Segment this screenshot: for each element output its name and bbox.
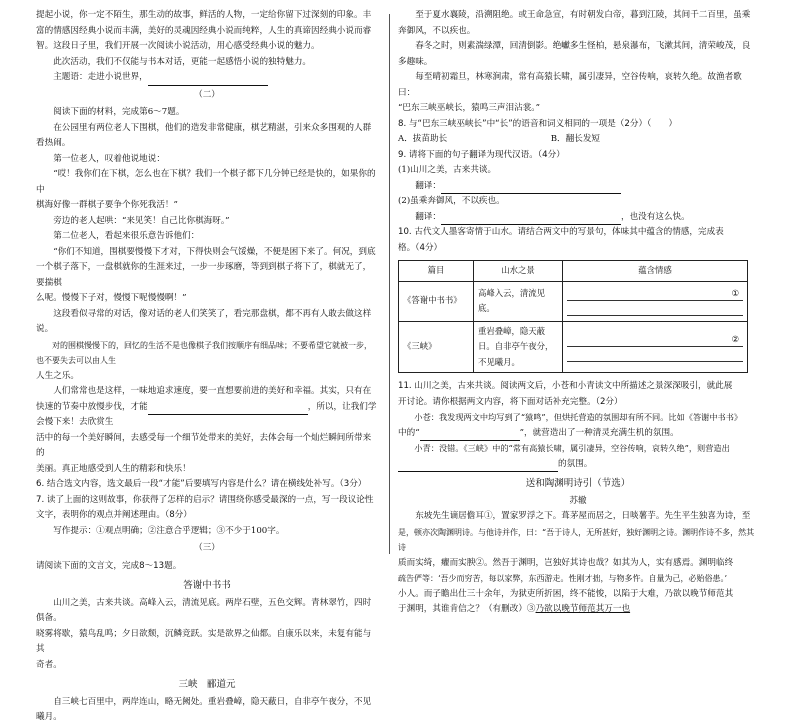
right-column [398, 8, 758, 618]
question-10-line-1: 10. 古代文人墨客寄情于山水。请结合两文中的写景句，体味其中蕴含的情感，完成表 [398, 227, 724, 237]
question-7-line-1: 7. 读了上面的这则故事，你获得了怎样的启示？请围绕你感受最深的一点，写一段议论性 [36, 494, 374, 505]
story-line-10: 这段看似寻常的对话，像对话的老人们笑笑了，看完那盘棋，都不再有人敢去做这样说。 [36, 308, 372, 334]
text-1-title: 答谢中书书 [183, 580, 231, 591]
section-2-instruction: 阅读下面的材料，完成第6～7题。 [53, 107, 185, 117]
question-8-options [398, 132, 758, 148]
poem-line-2: 是，顿亦次陶渊明诗。与他诗并作，曰：“吾于诗人，无所甚好，独好渊明之诗。渊明作诗不多，然其诗 [398, 527, 755, 552]
circle-number-1: ① [731, 288, 739, 298]
question-10-table [398, 260, 748, 373]
table-row-2-answer[interactable] [563, 321, 748, 373]
question-9-item-2: (2)虽乘奔御风，不以疾也。 [398, 196, 505, 206]
question-11-line-2: 开讨论。请你根据两文内容，将下面对话补充完整。（2分） [398, 396, 623, 407]
section-2-heading: （二） [194, 89, 220, 100]
dialogue-blank-2[interactable] [398, 461, 558, 472]
text-2-line-1: 自三峡七百里中，两岸连山，略无阙处。重岩叠嶂，隐天蔽日，自非亭午夜分，不见曦月。 [36, 696, 372, 722]
poem-line-5: 小人。而子瞻出仕三十余年，为狱吏所折困，终不能悛，以陷于大难，乃欲以晚节师范其 [398, 588, 734, 599]
translation-2: 翻译： ，也没有这么快。 [398, 210, 758, 226]
table-row-2-scene: 重岩叠嶂，隐天蔽日。自非亭午夜分，不见曦月。 [474, 321, 563, 373]
sanxia-line-4: 多趣味。 [398, 56, 433, 67]
intro-summary: 此次活动，我们不仅能与书本对话，更能一起感悟小说的独特魅力。 [53, 56, 312, 67]
poem-line-6: 于渊明，其谁肯信之？（有删改）③乃欲以晚节师范其万一也 [398, 604, 631, 614]
story-blank-line: 快速的节奏中放慢步伐，才能 ，所以，让我们学会慢下来！去欣赏生 [36, 401, 377, 427]
sanxia-line-6: “巴东三峡巫峡长，猿鸣三声泪沾裳。” [398, 103, 540, 113]
question-7-line-2: 文字，表明你的观点并阐述理由。（8分） [36, 510, 192, 520]
story-line-16: 活中的每一个美好瞬间，去感受每一个细节处带来的美好，去体会每一个灿烂瞬间所带来的 [36, 432, 372, 458]
text-1-line-1: 山川之美，古来共谈。高峰入云，清流见底。两岸石壁，五色交辉。青林翠竹，四时俱备。 [36, 597, 372, 623]
question-10-line-2: 格。（4分） [398, 242, 443, 253]
question-11-line-1: 11. 山川之美，古来共谈。阅读两文后，小苍和小青读文中所描述之景深深吸引，就此展 [398, 381, 733, 391]
section-3-heading: （三） [194, 543, 220, 553]
theme-blank[interactable] [148, 75, 268, 86]
section-3-instruction: 请阅读下面的文言文，完成8～13题。 [36, 560, 182, 571]
sanxia-line-3: 春冬之时，则素湍绿潭，回清倒影。绝巘多生怪柏，悬泉瀑布，飞漱其间，清荣峻茂，良 [415, 41, 751, 51]
text-1-line-3: 奇者。 [36, 659, 62, 670]
table-header-title: 篇目 [399, 261, 474, 282]
left-column [36, 8, 378, 726]
story-line-9: 么呢。慢慢下子对，慢慢下呢慢慢啊！” [36, 293, 187, 303]
sanxia-line-1: 至于夏水襄陵，沿溯阻绝。或王命急宣，有时朝发白帝，暮到江陵，其间千二百里，虽乘 [415, 10, 751, 20]
table-row-1-scene: 高峰入云，清流见底。 [474, 281, 563, 321]
story-line-13: 人们常常也是这样，一味地追求速度，要一直想要前进的美好和幸福。其实，只有在 [53, 386, 372, 396]
translation-1-blank[interactable] [441, 183, 621, 194]
question-6: 6. 结合选文内容，选文最后一段“才能”后要填写内容是什么？请在横线处补写。（3分） [36, 479, 367, 489]
dialogue-xiaoqing: 小青：没错。《三峡》中的“常有高猿长啸，属引凄异，空谷传响，哀转久绝”，则营造出 [414, 443, 730, 453]
table-row-2-title: 《三峡》 [399, 321, 474, 373]
poem-author: 苏辙 [569, 495, 587, 506]
intro-line-3: 智。这段日子里，我们开展一次阅读小说活动，用心感受经典小说的魅力。 [36, 41, 320, 51]
story-line-11: 对的围棋慢慢下的，回忆的生活不是也像棋子我们按顺序有细品味；不要希望它就被一步，也不要失去可以由人生 [36, 340, 372, 365]
question-8: 8. 与“巴东三峡巫峡长”中“长”的语音和词义相同的一项是（2分）（ ） [398, 118, 678, 129]
table-row-1-answer[interactable] [563, 281, 748, 321]
intro-line-2: 富的情感因经典小说而丰满，美好的灵魂因经典小说而纯粹，人生的真谛因经典小说而睿 [36, 25, 372, 36]
poem-line-3: 质而实绮，癯而实腴②。然吾于渊明，岂独好其诗也哉？如其为人，实有感焉。渊明临终 [398, 557, 734, 568]
poem-title: 送和陶渊明诗引（节选） [525, 478, 631, 489]
sanxia-line-5: 每至晴初霜旦，林寒涧肃，常有高猿长啸，属引凄异，空谷传响，哀转久绝。故渔者歌曰： [398, 72, 742, 98]
story-line-1: 在公园里有两位老人下围棋，他们的造发非常健康，棋艺精湛，引来众多围观的人群看热闹。 [36, 122, 372, 148]
circle-number-2: ② [731, 333, 739, 344]
dialogue-xiaocang: 小苍：我发现两文中均写到了“猿鸣”，但烘托营造的氛围却有所不同。比如《答谢中书书》 [414, 412, 743, 422]
text-1-line-2: 晓雾将歇，猿鸟乱鸣；夕日欲颓，沉鳞竞跃。实是欲界之仙都。自康乐以来，未复有能与其 [36, 628, 372, 654]
poem-line-1: 东坡先生谪居儋耳①，置家罗浮之下。葺茅屋而居之，日啖薯芋。先生平生独喜为诗，至 [415, 511, 751, 521]
story-line-2: 第一位老人，叹着他说地说： [53, 153, 165, 164]
story-answer-blank[interactable] [148, 404, 308, 415]
dialogue-blank-1[interactable] [420, 430, 520, 441]
table-header-scene: 山水之景 [474, 261, 563, 282]
dialogue-xiaoqing-2: 的氛围。 [398, 457, 758, 473]
story-line-4: 棋海好像一群棋子要争个你死我活！” [36, 200, 178, 210]
option-a[interactable]: A．拔苗助长 [398, 134, 448, 144]
table-header-emotion: 蕴含情感 [563, 261, 748, 282]
dialogue-xiaocang-2: 中的“ ”，就营造出了一种清灵充满生机的氛围。 [398, 426, 758, 442]
poem-line-4: 疏告俨等：‘吾少而穷苦，每以家弊，东西游走。性刚才拙，与物多忤。自量为己，必贻俗患。’ [398, 574, 728, 583]
sanxia-line-2: 奔御风，不以疾也。 [398, 25, 476, 36]
story-line-6: 第二位老人，看起来很乐意告诉他们： [53, 231, 200, 241]
writing-requirements: 写作提示：①观点明确；②注意合乎逻辑；③不少于100字。 [53, 525, 285, 536]
story-line-5: 旁边的老人起哄：“来见笑！自己比你棋海呀。” [53, 215, 230, 226]
story-line-17: 美丽。真正地感受到人生的精彩和快乐！ [36, 463, 191, 474]
table-row-1-title: 《答谢中书书》 [399, 281, 474, 321]
option-b[interactable]: B．翻长发短 [550, 134, 601, 144]
story-line-7: “你们不知道，围棋要慢慢下才对，下得快则会气馁燥，不便是困下来了。何况，到底 [53, 246, 376, 257]
theme-question: 主题语：走进小说世界， [36, 70, 378, 86]
intro-line-1: 提起小说，你一定不陌生，那生动的故事，鲜活的人物，一定给你留下过深刻的印象。丰 [36, 10, 372, 20]
translation-1: 翻译： [398, 179, 758, 195]
question-9: 9. 请将下面的句子翻译为现代汉语。（4分） [398, 149, 565, 160]
translation-2-blank[interactable] [441, 214, 621, 225]
column-divider [389, 14, 390, 554]
text-2-title: 三峡 郦道元 [178, 679, 236, 690]
story-line-12: 人生之乐。 [36, 370, 79, 381]
story-line-8: 一个棋子落下，一盘棋就你的生涯来过，一步一步琢磨，等到到棋子将下了，棋就无了，要揣棋 [36, 262, 372, 288]
story-line-3: “哎！我你们在下棋，怎么也在下棋？我们一个棋子都下几分钟已经是快的，如果你的中 [36, 169, 376, 195]
question-9-item-1: (1)山川之美，古来共谈。 [398, 165, 497, 175]
